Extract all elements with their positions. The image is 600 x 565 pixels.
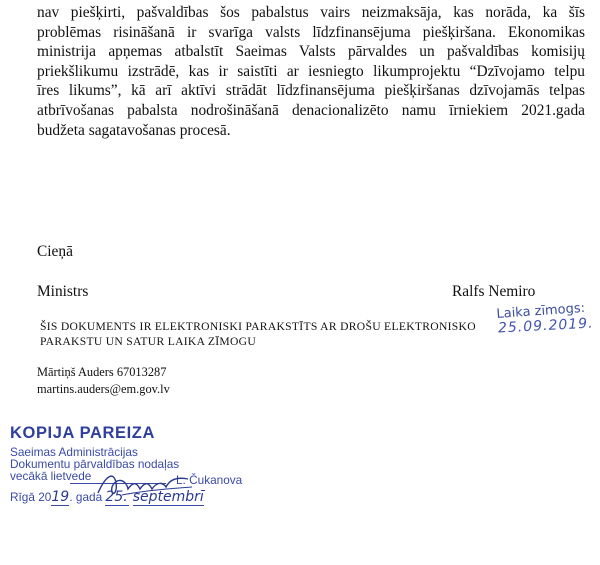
signatory-name: Ralfs Nemiro — [452, 283, 536, 300]
body-line: īres likums”, kā arī aktīvi strādāt līdzfinansējuma piešķiršanas dzīvojamās telpas — [37, 82, 585, 100]
closing-greeting: Cieņā — [37, 243, 73, 260]
stamp-line: Saeimas Administrācijas — [10, 445, 138, 459]
body-line: nav piešķirti, pašvaldības šos pabalstus vairs neizmaksāja, kas norāda, ka šīs — [37, 4, 585, 21]
stamp-officer: L. Čukanova — [176, 473, 243, 487]
body-line: budžeta sagatavošanas procesā. — [37, 121, 231, 139]
body-paragraph — [37, 3, 585, 140]
stamp-date-gada: . gada — [69, 490, 103, 504]
timestamp-date: 25.09.2019. — [497, 315, 594, 337]
stamp-date-month: septembrī — [132, 489, 204, 505]
e-signature-line: PARAKSTU UN SATUR LAIKA ZĪMOGU — [40, 335, 256, 348]
author-email: martins.auders@em.gov.lv — [37, 382, 170, 396]
stamp-date-prefix: Rīgā 20 — [10, 490, 52, 504]
stamp-line: vecākā lietvede — [10, 469, 92, 483]
stamp-title: KOPIJA PAREIZA — [10, 424, 156, 442]
author-phone: Mārtiņš Auders 67013287 — [37, 365, 167, 379]
e-signature-line: ŠIS DOKUMENTS IR ELEKTRONISKI PARAKSTĪTS AR DROŠU ELEKTRONISKO — [40, 320, 476, 333]
body-line: problēmas risināšanā ir svarīga valsts līdzfinansējuma piešķiršana. Ekonomikas — [37, 23, 585, 41]
stamp-date-year: 19 — [51, 489, 70, 505]
contact-block — [37, 364, 170, 398]
e-signature-notice — [40, 319, 500, 349]
copy-certification-stamp — [0, 420, 300, 530]
signatory-position: Ministrs — [37, 283, 89, 300]
stamp-date — [10, 489, 204, 506]
body-line: priekšlikumu izstrādē, kas ir saistīti ar iesniegto likumprojektu “Dzīvojamo telpu — [37, 62, 585, 80]
body-line: ministrija apņemas atbalstīt Saeimas Valsts pārvaldes un pašvaldības komisijų — [37, 43, 585, 61]
stamp-line: Dokumentu pārvaldības nodaļas — [10, 457, 180, 471]
timestamp-label: Laika zīmogs: — [496, 300, 586, 322]
stamp-date-day: 25. — [105, 489, 128, 505]
body-line: atbrīvošanas pabalsta nodrošināšanā denacionalizēto namu īrniekiem 2021.gada — [37, 101, 585, 119]
